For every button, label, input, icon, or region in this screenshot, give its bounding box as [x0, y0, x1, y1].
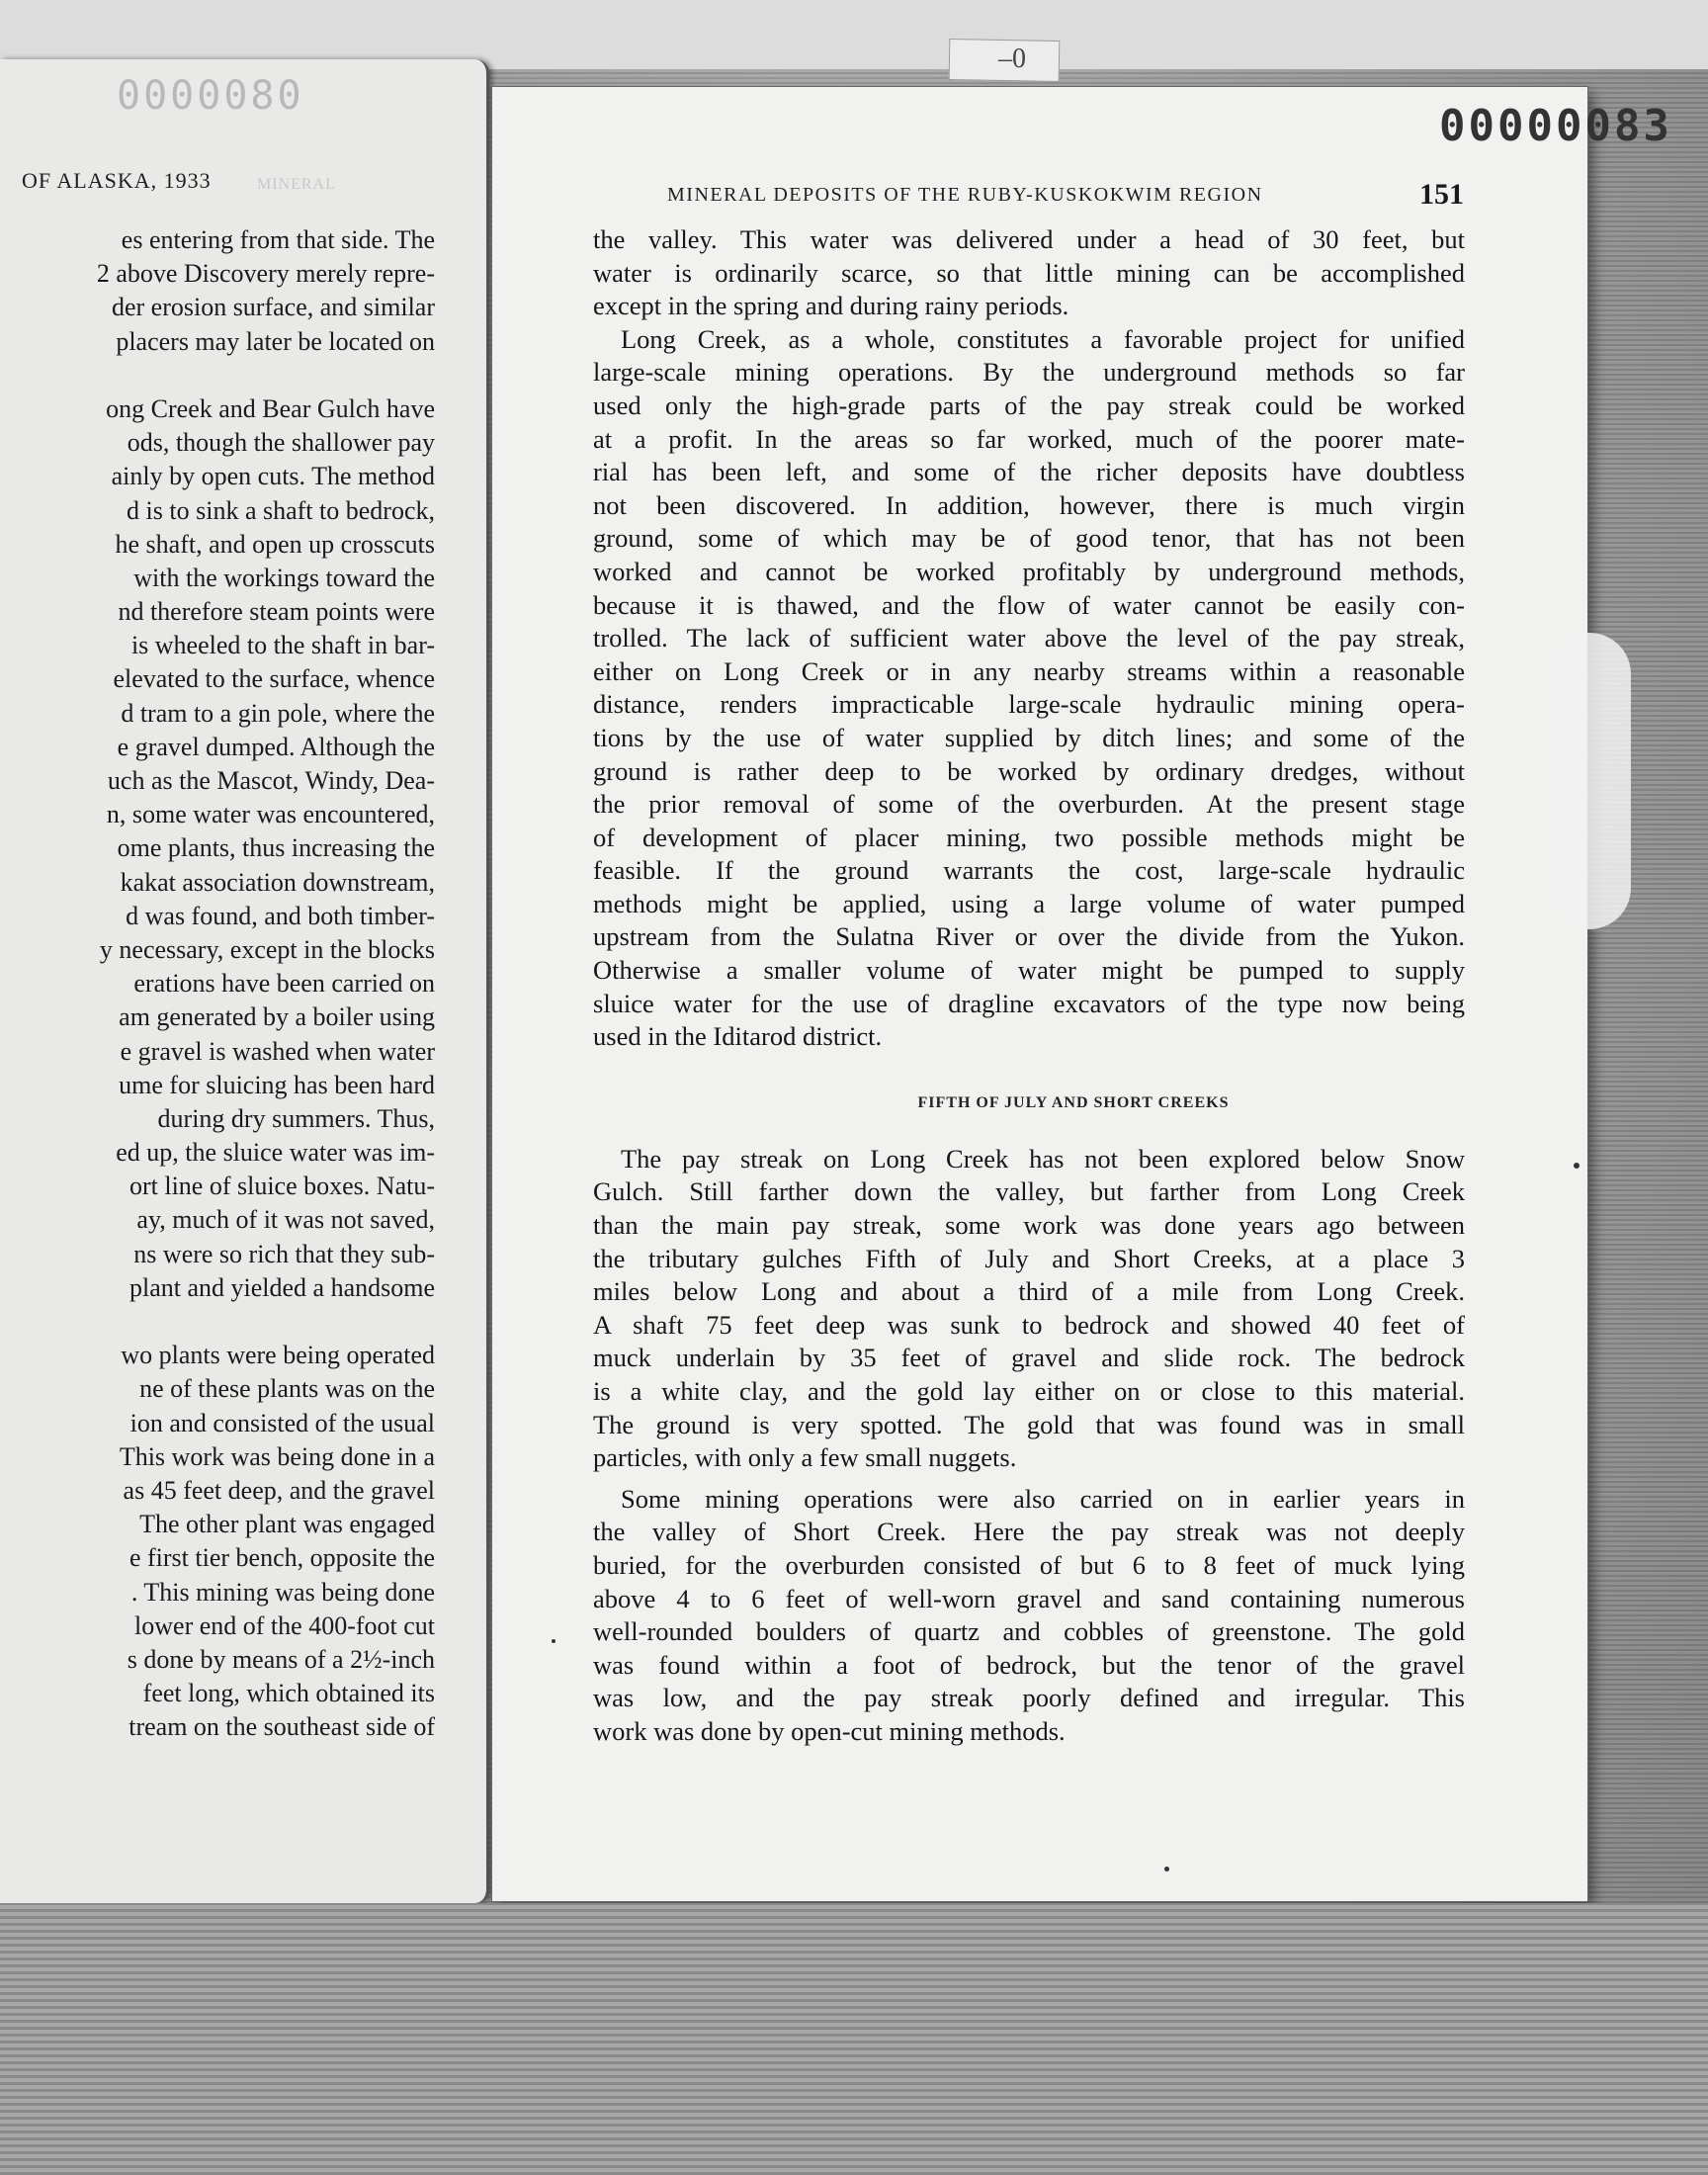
left-text-line: feet long, which obtained its [142, 1679, 435, 1708]
left-text-line: elevated to the surface, whence [113, 664, 435, 694]
left-page [0, 59, 489, 1903]
scan-speck [1164, 1867, 1169, 1871]
left-text-line: plant and yielded a handsome [128, 1272, 435, 1302]
text-line: than the main pay streak, some work was done years ago between [593, 1210, 1465, 1241]
text-line: was low, and the pay streak poorly defined and irregular. This [593, 1683, 1465, 1713]
left-text-line: ods, though the shallower pay [127, 428, 435, 458]
left-text-line [0, 359, 435, 392]
text-line: methods might be applied, using a large volume of water pumped [593, 888, 1465, 918]
text-line: well-rounded boulders of quartz and cobbles of greenstone. The gold [593, 1616, 1465, 1647]
text-line: particles, with only a few small nuggets. [593, 1442, 1017, 1473]
text-line: sluice water for the use of dragline excavators of the type now being [593, 988, 1465, 1018]
left-text-line: d tram to a gin pole, where the [121, 698, 435, 728]
text-line: ground is rather deep to be worked by ordinary dredges, without [593, 755, 1465, 786]
left-text-line: This work was being done in a [119, 1441, 435, 1471]
page-number: 151 [1419, 178, 1464, 211]
text-line: The ground is very spotted. The gold that was found was in small [593, 1409, 1465, 1439]
text-line: is a white clay, and the gold lay either on or close to this material. [593, 1376, 1465, 1406]
right-page [492, 87, 1672, 1901]
text-line: except in the spring and during rainy periods. [593, 291, 1069, 321]
left-text-line: ome plants, thus increasing the [117, 833, 435, 863]
text-line: upstream from the Sulatna River or over the divide from the Yukon. [593, 921, 1465, 952]
left-page-text [0, 223, 435, 1744]
text-line: muck underlain by 35 feet of gravel and slide rock. The bedrock [593, 1343, 1465, 1373]
text-line: rial has been left, and some of the richer deposits have doubtless [593, 457, 1465, 487]
left-page-code: 0000080 [117, 73, 304, 119]
left-text-line: e gravel dumped. Although the [117, 732, 435, 761]
scan-speck [1574, 1163, 1580, 1169]
text-line: used only the high-grade parts of the pay streak could be worked [593, 390, 1465, 420]
tab-mark: –0 [998, 44, 1026, 74]
text-line: Long Creek, as a whole, constitutes a favorable project for unified [621, 323, 1465, 354]
text-line: tions by the use of water supplied by ditch lines; and some of the [593, 722, 1465, 752]
scan-speck [552, 1639, 555, 1643]
text-line: buried, for the overburden consisted of but 6 to 8 feet of muck lying [593, 1549, 1465, 1580]
text-line: Otherwise a smaller volume of water might be pumped to supply [593, 955, 1465, 986]
left-text-line: y necessary, except in the blocks [99, 934, 435, 964]
left-text-line: ong Creek and Bear Gulch have [106, 393, 435, 423]
left-text-line: kakat association downstream, [120, 867, 435, 897]
left-text-line: placers may later be located on [116, 326, 435, 356]
left-text-line: is wheeled to the shaft in bar- [130, 631, 435, 660]
running-head: MINERAL DEPOSITS OF THE RUBY-KUSKOKWIM REGION [667, 184, 1263, 206]
text-line: miles below Long and about a third of a mile from Long Creek. [593, 1276, 1465, 1307]
paragraph-1 [593, 223, 1465, 323]
left-text-line: lower end of the 400-foot cut [134, 1610, 435, 1640]
left-text-line: ume for sluicing has been hard [119, 1070, 435, 1099]
left-text-line: n, some water was encountered, [106, 800, 435, 829]
left-text-line: erations have been carried on [133, 969, 435, 999]
text-line: feasible. If the ground warrants the cost, large-scale hydraulic [593, 855, 1465, 886]
left-text-line: ne of these plants was on the [139, 1374, 435, 1404]
text-line: trolled. The lack of sufficient water above the level of the pay streak, [593, 623, 1465, 653]
text-line: the valley of Short Creek. Here the pay streak was not deeply [593, 1517, 1465, 1547]
text-line: ground, some of which may be of good tenor, that has not been [593, 523, 1465, 554]
page-body [593, 223, 1465, 1749]
text-line: distance, renders impracticable large-scale hydraulic mining opera- [593, 689, 1465, 720]
left-text-line [0, 1305, 435, 1339]
text-line: either on Long Creek or in any nearby streams within a reasonable [593, 655, 1465, 686]
text-line: the valley. This water was delivered under a head of 30 feet, but [593, 224, 1465, 254]
left-text-line: 2 above Discovery merely repre- [96, 259, 435, 289]
left-text-line: The other plant was engaged [139, 1510, 435, 1539]
paragraph-4 [593, 1483, 1465, 1749]
left-text-line: ainly by open cuts. The method [111, 462, 435, 491]
text-line: Gulch. Still farther down the valley, but farther from Long Creek [593, 1176, 1465, 1207]
text-line: at a profit. In the areas so far worked, much of the poorer mate- [593, 423, 1465, 454]
left-text-line: uch as the Mascot, Windy, Dea- [107, 766, 435, 795]
text-line: work was done by open-cut mining methods. [593, 1715, 1066, 1746]
text-line: the prior removal of some of the overburden. At the present stage [593, 789, 1465, 820]
text-line: The pay streak on Long Creek has not been explored below Snow [621, 1143, 1465, 1174]
left-text-line: ns were so rich that they sub- [133, 1239, 435, 1268]
left-text-line: am generated by a boiler using [119, 1002, 435, 1032]
left-text-line: ort line of sluice boxes. Natu- [128, 1172, 435, 1201]
text-line: above 4 to 6 feet of well-worn gravel and sand containing numerous [593, 1583, 1465, 1613]
page-code: 00000083 [1439, 101, 1672, 151]
text-line: not been discovered. In addition, however, there is much virgin [593, 489, 1465, 520]
left-text-line: during dry summers. Thus, [157, 1103, 435, 1133]
left-text-line: with the workings toward the [133, 563, 435, 592]
text-line: large-scale mining operations. By the underground methods so far [593, 357, 1465, 388]
scan-background-bottom [0, 1903, 1708, 2175]
left-text-line: e first tier bench, opposite the [128, 1543, 435, 1573]
left-text-line: der erosion surface, and similar [111, 293, 435, 322]
left-text-line: ay, much of it was not saved, [136, 1205, 435, 1235]
left-text-line: s done by means of a 2½-inch [127, 1644, 435, 1674]
text-line: because it is thawed, and the flow of water cannot be easily con- [593, 589, 1465, 620]
text-line: the tributary gulches Fifth of July and Short Creeks, at a place 3 [593, 1243, 1465, 1273]
binding-shadow [1562, 633, 1631, 929]
left-running-head: OF ALASKA, 1933 [22, 168, 212, 193]
left-text-line: tream on the southeast side of [128, 1712, 435, 1742]
left-text-line: as 45 feet deep, and the gravel [123, 1475, 435, 1505]
text-line: Some mining operations were also carried on in earlier years in [621, 1483, 1465, 1514]
text-line: water is ordinarily scarce, so that little mining can be accomplished [593, 257, 1465, 288]
left-text-line: . This mining was being done [130, 1577, 435, 1607]
text-line: of development of placer mining, two possible methods might be [593, 822, 1465, 852]
text-line: used in the Iditarod district. [593, 1021, 883, 1052]
left-text-line: ion and consisted of the usual [129, 1408, 435, 1437]
left-text-line: ed up, the sluice water was im- [116, 1138, 435, 1168]
text-line: worked and cannot be worked profitably by underground methods, [593, 556, 1465, 586]
left-text-line: wo plants were being operated [121, 1341, 435, 1370]
text-line: was found within a foot of bedrock, but the tenor of the gravel [593, 1649, 1465, 1680]
left-text-line: nd therefore steam points were [118, 597, 435, 627]
left-text-line: e gravel is washed when water [120, 1036, 435, 1066]
left-running-head-bleed: MINERAL [257, 176, 336, 193]
left-text-line: es entering from that side. The [121, 225, 435, 254]
paragraph-2 [593, 323, 1465, 1054]
left-text-line: d is to sink a shaft to bedrock, [127, 495, 435, 525]
paragraph-3 [593, 1143, 1465, 1475]
text-line: A shaft 75 feet deep was sunk to bedrock and showed 40 feet of [593, 1309, 1465, 1340]
section-heading: FIFTH OF JULY AND SHORT CREEKS [917, 1093, 1230, 1111]
left-text-line: d was found, and both timber- [126, 901, 435, 930]
left-text-line: he shaft, and open up crosscuts [115, 529, 435, 559]
